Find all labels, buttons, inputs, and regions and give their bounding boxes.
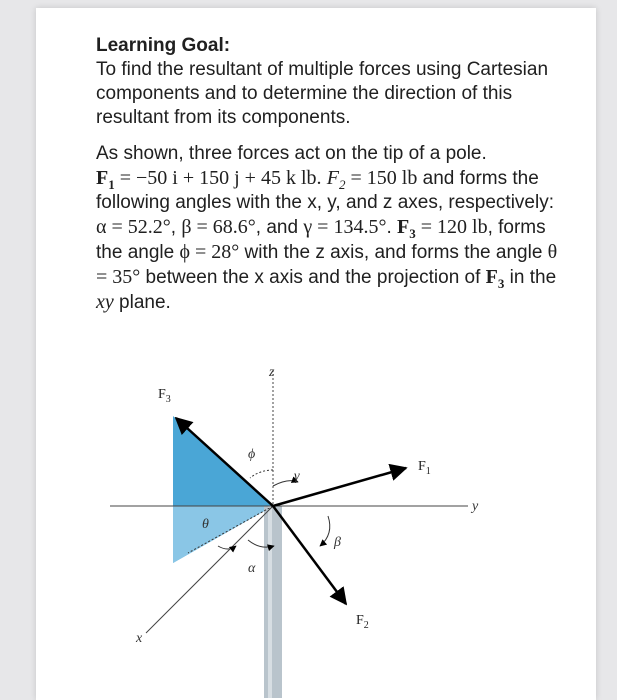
alpha-expression: α = 52.2° xyxy=(96,216,171,238)
plane-text-b: plane. xyxy=(113,292,171,313)
f3-text: , forms the angle xyxy=(96,217,546,263)
theta-text: between the x axis and the projection of xyxy=(140,267,481,288)
gamma-expression: γ = 134.5° xyxy=(303,216,387,238)
f1-expression: = −50 i + 150 j + 45 k lb. xyxy=(114,167,322,189)
f3-symbol: $F_3$ xyxy=(397,216,416,241)
theta-expression: θ = 35° xyxy=(96,241,558,288)
phi-arc xyxy=(250,470,273,478)
f1-symbol: $F_1$ xyxy=(96,167,115,192)
theta-arc xyxy=(218,546,236,549)
phi-expression: ϕ = 28° xyxy=(179,241,240,263)
plane-expression: xy xyxy=(96,291,114,313)
and-word: , and xyxy=(255,217,299,238)
phi-text: with the z axis, and forms the angle xyxy=(239,242,543,263)
f2-symbol: $F_2$ xyxy=(326,167,346,192)
force-diagram-svg xyxy=(98,358,518,698)
x-axis-label: x xyxy=(136,631,143,646)
force-diagram xyxy=(98,358,518,698)
problem-statement: As shown, three forces act on the tip of a pole. $F_1 = -50$ i + 150 j + 45 k lb. $F_2 = 150$ lb and forms the following angles with the x, y, and z axes, respectively: α = 52.2°, β = 68.6°, and γ = 134.5°. $F_3 = 120$ lb, forms the angle ϕ = 28° with the z axis, and forms the angle θ = 35° between the x axis and the projection of $F_3$ in the xy plane. xyxy=(96,143,558,313)
f3-arrow-label: $F_3$ xyxy=(158,387,171,405)
f3-symbol-2: $F_3$ xyxy=(485,266,505,291)
beta-expression: β = 68.6° xyxy=(181,216,256,238)
problem-content xyxy=(96,34,566,315)
y-axis-label: y xyxy=(472,499,479,514)
phi-label: ϕ xyxy=(248,447,256,462)
beta-arc xyxy=(320,516,330,546)
angles-text: and forms the following angles with the x, y, and z axes, respectively: xyxy=(96,168,554,213)
f2-arrow-label: $F_2$ xyxy=(356,613,369,631)
pole-highlight xyxy=(268,506,272,698)
f2-arrow xyxy=(273,506,346,604)
alpha-label: α xyxy=(248,561,256,576)
learning-goal-body: To find the resultant of multiple forces using Cartesian components and to determine the direction of this resultant from its components. xyxy=(96,59,549,128)
f2-expression: = 150 lb xyxy=(345,167,418,189)
beta-label: β xyxy=(334,535,341,550)
learning-goal-title: Learning Goal: xyxy=(96,35,231,56)
intro-text: As shown, three forces act on the tip of a pole. xyxy=(96,143,487,164)
f1-arrow xyxy=(273,468,406,506)
f3-expression: = 120 lb xyxy=(415,216,488,238)
plane-text-a: in the xyxy=(504,267,557,288)
f1-arrow-label: $F_1$ xyxy=(418,459,431,477)
z-axis-label: z xyxy=(269,365,275,380)
gamma-label: γ xyxy=(294,469,300,484)
pole xyxy=(264,506,282,698)
theta-label: θ xyxy=(202,517,209,532)
